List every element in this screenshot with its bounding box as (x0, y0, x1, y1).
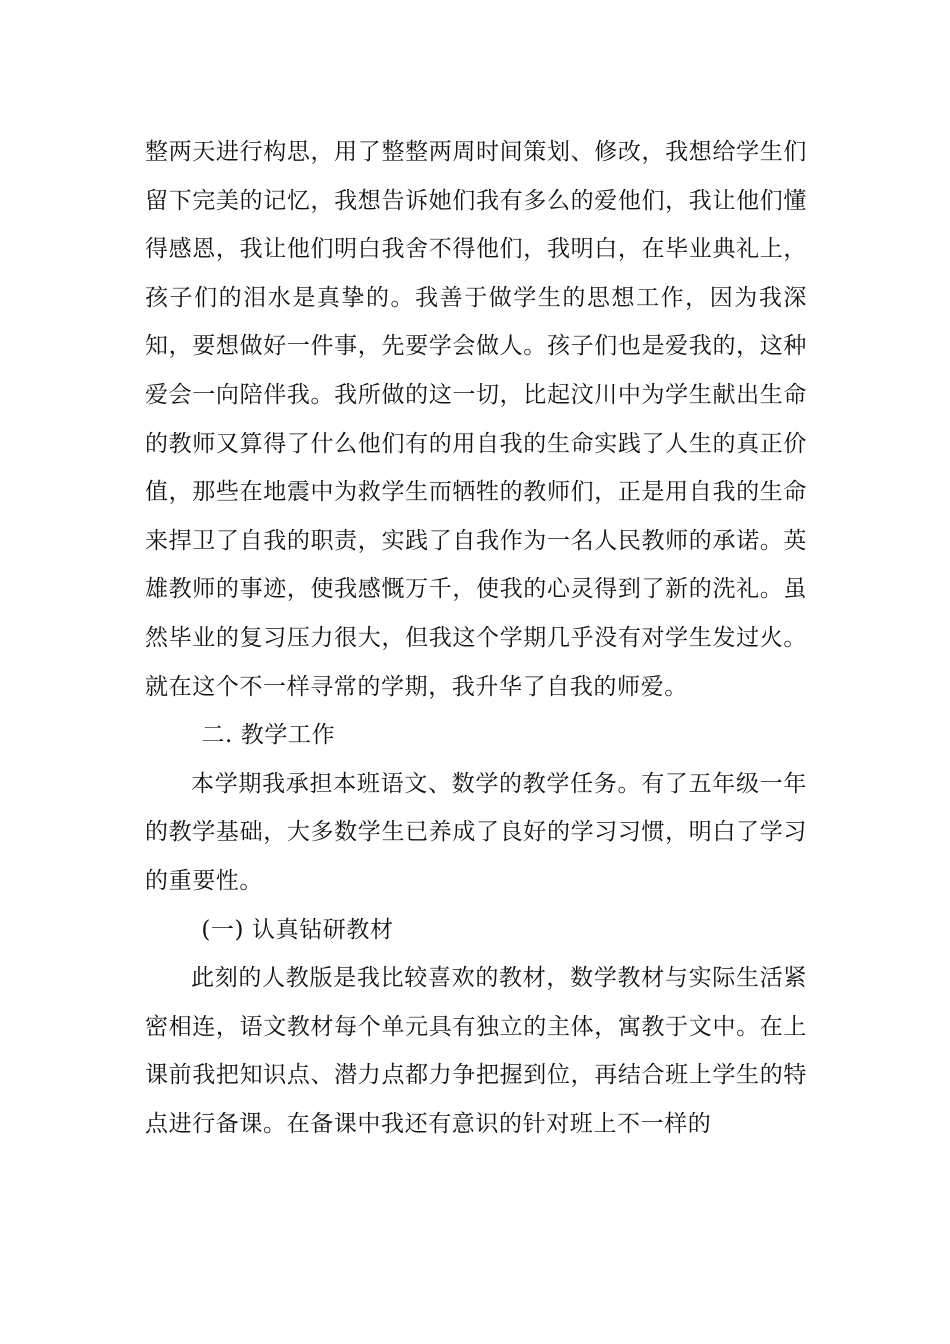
body-paragraph-1: 整两天进行构思，用了整整两周时间策划、修改，我想给学生们留下完美的记忆，我想告诉她们我有多么的爱他们，我让他们懂得感恩，我让他们明白我舍不得他们，我明白，在毕业典礼上，孩子们的泪水是真挚的。我善于做学生的思想工作，因为我深知，要想做好一件事，先要学会做人。孩子们也是爱我的，这种爱会一向陪伴我。我所做的这一切，比起汶川中为学生献出生命的教师又算得了什么他们有的用自我的生命实践了人生的真正价值，那些在地震中为救学生而牺牲的教师们，正是用自我的生命来捍卫了自我的职责，实践了自我作为一名人民教师的承诺。英雄教师的事迹，使我感慨万千，使我的心灵得到了新的洗礼。虽然毕业的复习压力很大，但我这个学期几乎没有对学生发过火。就在这个不一样寻常的学期，我升华了自我的师爱。 (145, 139, 807, 700)
body-paragraph-3: 此刻的人教版是我比较喜欢的教材，数学教材与实际生活紧密相连，语文教材每个单元具有独立的主体，寓教于文中。在上课前我把知识点、潜力点都力争把握到位，再结合班上学生的特点进行备课。在备课中我还有意识的针对班上不一样的 (145, 965, 807, 1137)
document-page (145, 128, 807, 1148)
subsection-heading-study-textbook: (一) 认真钻研教材 (201, 916, 394, 943)
section-heading-teaching-work: 二. 教学工作 (201, 722, 336, 749)
body-paragraph-2: 本学期我承担本班语文、数学的教学任务。有了五年级一年的教学基础，大多数学生已养成了良好的学习习惯，明白了学习的重要性。 (145, 770, 807, 894)
